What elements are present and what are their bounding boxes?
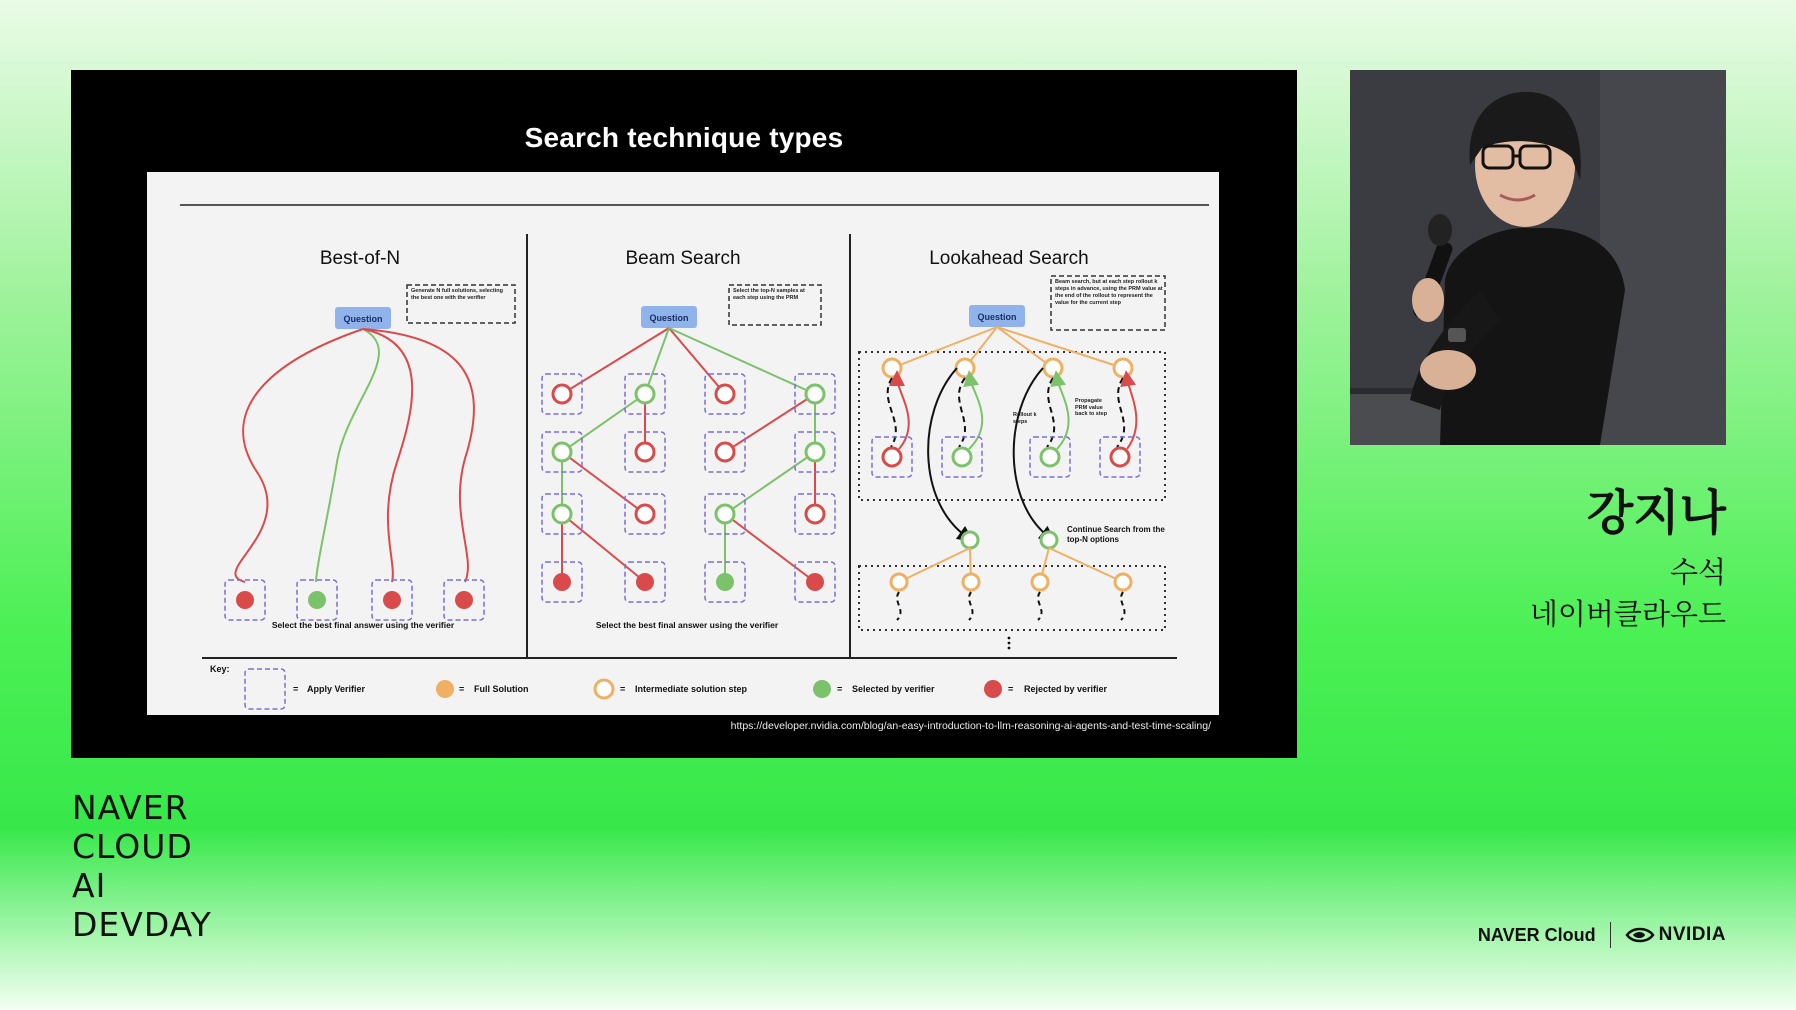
caption: Select the best final answer using the verifier — [595, 620, 779, 630]
beam-search-panel — [542, 285, 835, 630]
note-text: Select the top-N samples at each step using the PRM — [733, 288, 805, 301]
speaker-org: 네이버클라우드 — [1529, 597, 1726, 631]
panel-title-beam-search: Beam Search — [625, 248, 741, 269]
source-url: https://developer.nvidia.com/blog/an-easy-introduction-to-llm-reasoning-ai-agents-and-test-time-scaling/ — [730, 720, 1211, 732]
key-label: Key: — [210, 664, 230, 674]
key-equals: = — [459, 684, 465, 694]
speaker-video — [1350, 70, 1726, 445]
continue-label: Continue Search from the top-N options — [1067, 525, 1165, 544]
naver-cloud-logo: NAVER Cloud — [1477, 924, 1596, 945]
key-equals: = — [293, 684, 299, 694]
nvidia-eye-icon — [1625, 925, 1655, 945]
event-line-1: NAVER — [72, 788, 189, 827]
speaker-name: 강지나 — [1586, 485, 1726, 541]
panel-title-best-of-n: Best-of-N — [319, 248, 401, 269]
rollout-label: Rollout k steps — [1013, 412, 1037, 425]
key-equals: = — [620, 684, 626, 694]
propagate-label: Propagate PRM value back to step — [1075, 398, 1108, 417]
panel-title-lookahead: Lookahead Search — [929, 248, 1089, 269]
key-equals: = — [1008, 684, 1014, 694]
lookahead-panel — [859, 276, 1167, 649]
note-text: Beam search, but at each step rollout k steps in advance, using the PRM value at the end of the rollout to represent the value for the current step — [1055, 279, 1163, 306]
key-equals: = — [837, 684, 843, 694]
note-text: Generate N full solutions, selecting the best one with the verifier — [411, 288, 503, 301]
key-apply-verifier: Apply Verifier — [307, 684, 366, 694]
speaker-role: 수석 — [1669, 555, 1726, 589]
key-legend — [210, 664, 1108, 709]
caption: Select the best final answer using the verifier — [271, 620, 455, 630]
key-selected: Selected by verifier — [852, 684, 935, 694]
event-logo — [72, 788, 212, 944]
key-rejected: Rejected by verifier — [1024, 684, 1108, 694]
slide — [71, 70, 1297, 758]
slide-title: Search technique types — [524, 122, 844, 153]
question-label: Question — [649, 313, 689, 323]
event-line-2: CLOUD — [72, 827, 193, 866]
search-techniques-figure — [147, 172, 1219, 715]
question-label: Question — [977, 312, 1017, 322]
speaker-illustration — [1350, 70, 1726, 445]
event-line-4: DEVDAY — [72, 905, 212, 944]
best-of-n-panel — [225, 285, 515, 630]
question-label: Question — [343, 314, 383, 324]
sponsor-logos — [1478, 920, 1726, 950]
figure-svg — [147, 172, 1219, 715]
sponsor-divider — [1610, 922, 1611, 948]
nvidia-wordmark: NVIDIA — [1658, 924, 1726, 945]
key-full-solution: Full Solution — [474, 684, 529, 694]
key-intermediate-step: Intermediate solution step — [635, 684, 748, 694]
nvidia-logo — [1625, 924, 1726, 946]
event-line-3: AI — [72, 866, 107, 905]
